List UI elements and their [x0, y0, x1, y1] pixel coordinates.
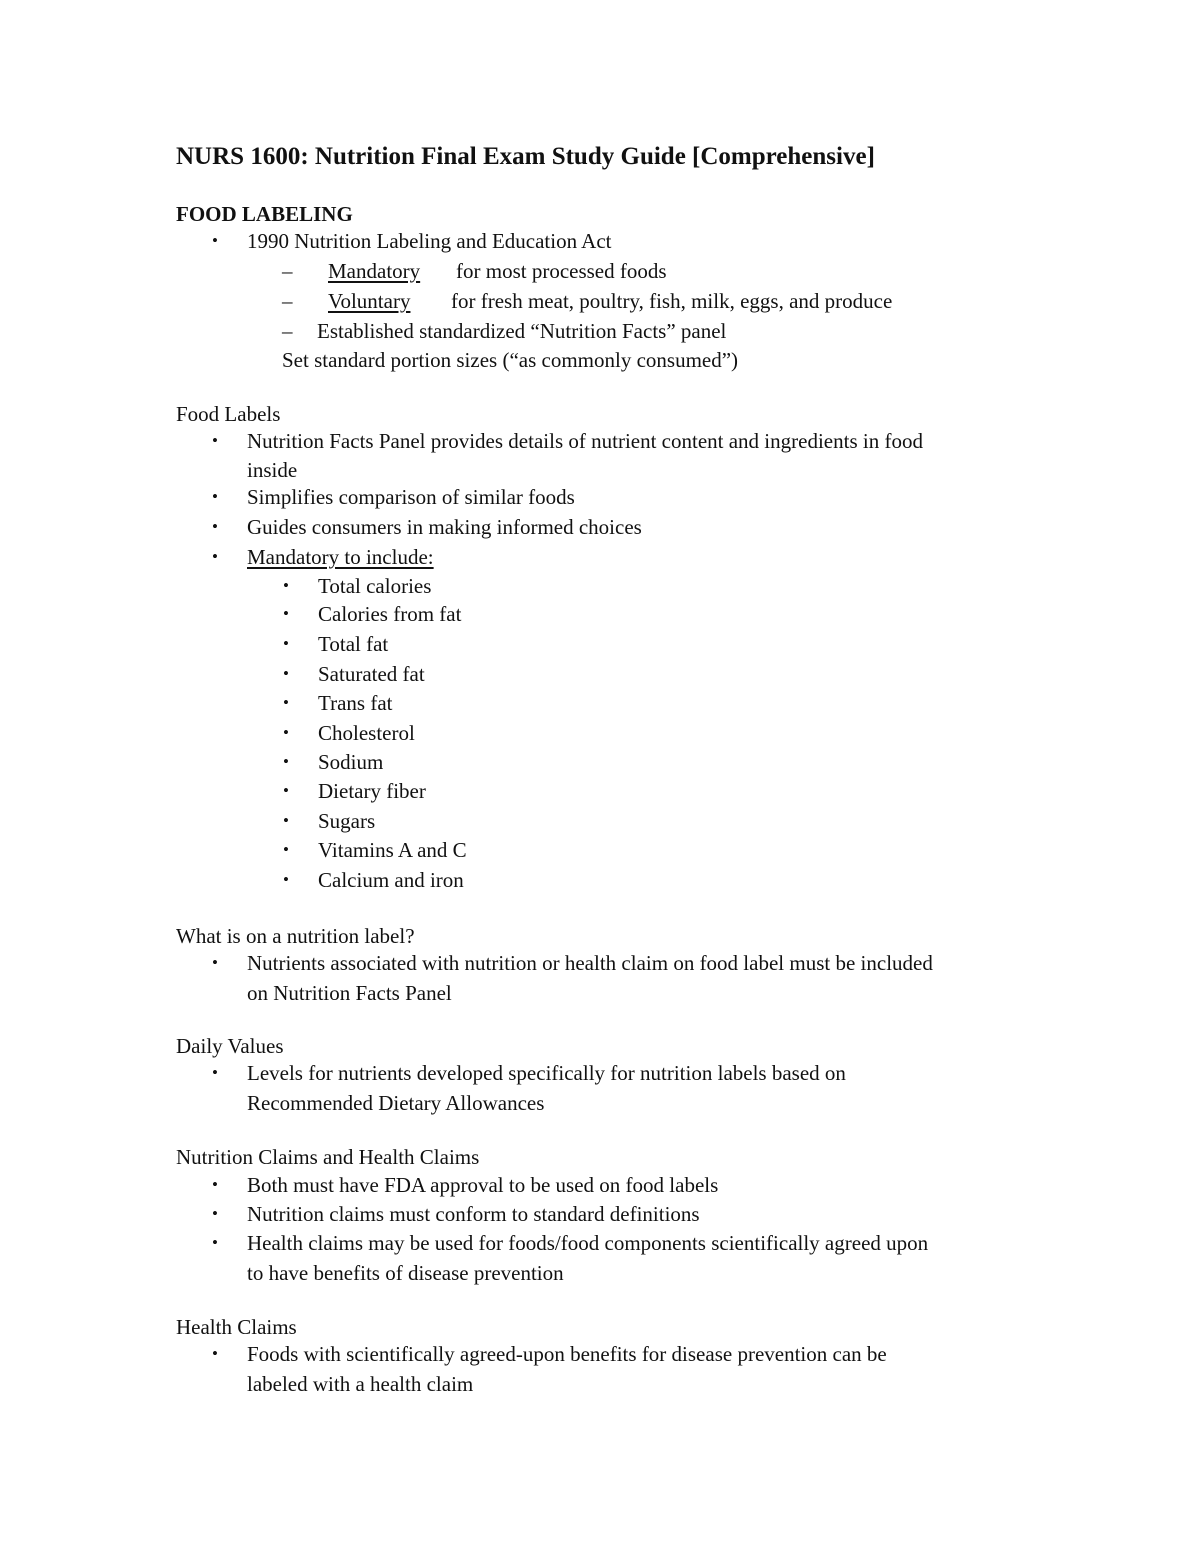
bullet-icon: • [212, 1063, 218, 1082]
voluntary-line [328, 288, 892, 314]
voluntary-label: Voluntary [328, 289, 411, 313]
section-heading-nutrition-label: What is on a nutrition label? [176, 924, 415, 948]
claims-bullet-1: Both must have FDA approval to be used on food labels [247, 1173, 719, 1197]
mandatory-item: Total fat [318, 632, 389, 656]
mandatory-item: Cholesterol [318, 721, 415, 745]
bullet-icon: • [283, 723, 289, 742]
mandatory-item: Calcium and iron [318, 868, 464, 892]
food-labels-bullet-3: Guides consumers in making informed choices [247, 515, 642, 539]
bullet-icon: • [283, 781, 289, 800]
mandatory-item: Dietary fiber [318, 779, 426, 803]
section-heading-food-labeling: FOOD LABELING [176, 202, 353, 226]
health-claims-line-1: Foods with scientifically agreed-upon benefits for disease prevention can be [247, 1342, 887, 1366]
bullet-icon: • [283, 664, 289, 683]
bullet-icon: • [212, 231, 218, 250]
food-labels-bullet-2: Simplifies comparison of similar foods [247, 485, 575, 509]
page-title: NURS 1600: Nutrition Final Exam Study Guide [Comprehensive] [176, 143, 875, 170]
bullet-icon: • [283, 576, 289, 595]
bullet-icon: • [212, 517, 218, 536]
claims-bullet-2: Nutrition claims must conform to standard definitions [247, 1202, 700, 1226]
bullet-icon: • [212, 1344, 218, 1363]
section-heading-food-labels: Food Labels [176, 402, 281, 426]
food-labels-bullet-1-line-1: Nutrition Facts Panel provides details of nutrient content and ingredients in food [247, 429, 923, 453]
bullet-icon: • [212, 1233, 218, 1252]
mandatory-item: Trans fat [318, 691, 393, 715]
food-labels-bullet-1-line-2: inside [247, 458, 298, 482]
section-heading-health-claims: Health Claims [176, 1315, 297, 1339]
bullet-icon: • [283, 870, 289, 889]
mandatory-item: Calories from fat [318, 602, 462, 626]
bullet-icon: • [212, 1175, 218, 1194]
food-labels-bullet-4: Mandatory to include: [247, 545, 434, 569]
portion-text: Set standard portion sizes (“as commonly consumed”) [282, 348, 739, 372]
bullet-icon: • [212, 547, 218, 566]
bullet-icon: • [283, 752, 289, 771]
voluntary-text: for fresh meat, poultry, fish, milk, eggs, and produce [451, 289, 893, 313]
daily-values-line-2: Recommended Dietary Allowances [247, 1091, 545, 1115]
bullet-icon: • [283, 634, 289, 653]
mandatory-item: Vitamins A and C [318, 838, 467, 862]
dash-icon: – [282, 289, 293, 313]
dash-icon: – [282, 319, 293, 343]
mandatory-item: Total calories [318, 574, 432, 598]
bullet-icon: • [283, 604, 289, 623]
bullet-icon: • [212, 1204, 218, 1223]
section-heading-claims: Nutrition Claims and Health Claims [176, 1145, 480, 1169]
bullet-icon: • [283, 840, 289, 859]
established-text: Established standardized “Nutrition Facts” panel [317, 319, 727, 343]
mandatory-label: Mandatory [328, 259, 421, 283]
health-claims-line-2: labeled with a health claim [247, 1372, 474, 1396]
bullet-icon: • [283, 811, 289, 830]
mandatory-line [328, 258, 667, 284]
act-text: 1990 Nutrition Labeling and Education Act [247, 229, 612, 253]
mandatory-text: for most processed foods [456, 259, 667, 283]
nutrition-label-line-2: on Nutrition Facts Panel [247, 981, 452, 1005]
dash-icon: – [282, 259, 293, 283]
bullet-icon: • [212, 953, 218, 972]
mandatory-item: Sugars [318, 809, 376, 833]
mandatory-item: Sodium [318, 750, 384, 774]
daily-values-line-1: Levels for nutrients developed specifically for nutrition labels based on [247, 1061, 846, 1085]
nutrition-label-line-1: Nutrients associated with nutrition or health claim on food label must be included [247, 951, 933, 975]
claims-bullet-3-line-2: to have benefits of disease prevention [247, 1261, 564, 1285]
claims-bullet-3-line-1: Health claims may be used for foods/food components scientifically agreed upon [247, 1231, 929, 1255]
bullet-icon: • [212, 431, 218, 450]
bullet-icon: • [283, 693, 289, 712]
section-heading-daily-values: Daily Values [176, 1034, 284, 1058]
mandatory-item: Saturated fat [318, 662, 425, 686]
bullet-icon: • [212, 487, 218, 506]
